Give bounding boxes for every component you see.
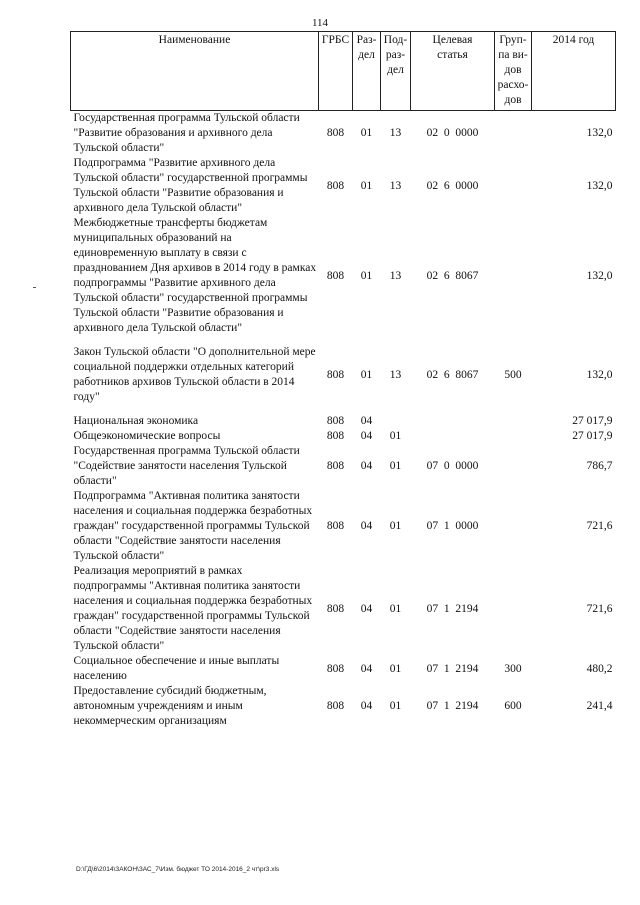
row-grbs: 808 — [326, 662, 345, 675]
row-grbs: 808 — [326, 269, 345, 282]
file-path-footer: D:\ГД\6\2014\ЗАКОН\ЗАС_7\Изм. бюджет ТО 2014-2016_2 чт\pr3.xls — [76, 866, 280, 873]
table-row — [71, 444, 616, 489]
header-razdel: Раз- дел — [353, 32, 381, 111]
row-podrazdel: 01 — [389, 520, 402, 532]
row-razdel: 04 — [360, 415, 373, 427]
row-grbs: 808 — [326, 368, 345, 381]
row-podrazdel: 01 — [389, 602, 402, 615]
row-razdel: 04 — [360, 520, 373, 532]
row-sum: 132,0 — [586, 269, 613, 282]
row-celevaya-statya: 07 0 0000 — [426, 460, 479, 472]
page-number: 114 — [311, 17, 329, 29]
row-sum: 27 017,9 — [572, 415, 613, 427]
row-podrazdel: 13 — [389, 269, 402, 282]
row-vid-rashodov: 600 — [504, 700, 522, 712]
row-celevaya-statya — [411, 414, 495, 429]
row-celevaya-statya: 02 6 8067 — [426, 269, 479, 282]
row-celevaya-statya: 02 6 8067 — [426, 368, 479, 381]
row-vid-rashodov — [495, 414, 532, 429]
row-vid-rashodov — [495, 111, 532, 157]
row-vid-rashodov — [495, 564, 532, 654]
row-name: Общеэкономические вопросы — [73, 430, 221, 442]
row-razdel: 01 — [360, 127, 373, 139]
table-row — [71, 564, 616, 654]
header-grbs: ГРБС — [319, 32, 353, 111]
row-name: Национальная экономика — [73, 415, 199, 427]
header-gruppa-vidov-rashodov: Груп- па ви- дов расхо- дов — [495, 32, 532, 111]
header-name: Наименование — [71, 32, 319, 111]
table-row — [71, 429, 616, 444]
row-name: Государственная программа Тульской области "Развитие образования и архивного дела Тульской области" — [73, 112, 300, 154]
row-podrazdel: 13 — [389, 127, 402, 139]
header-celevaya-statya: Целевая статья — [411, 32, 495, 111]
row-podrazdel: 13 — [389, 368, 402, 381]
row-sum: 786,7 — [586, 460, 613, 472]
table-row — [71, 684, 616, 729]
row-sum: 132,0 — [586, 179, 613, 192]
row-grbs: 808 — [326, 127, 345, 139]
row-grbs: 808 — [326, 700, 345, 712]
row-grbs: 808 — [326, 520, 345, 532]
row-name: Реализация мероприятий в рамках подпрограммы "Активная политика занятости населения и социальная поддержка безработных граждан" государственной программы Тульской области "Содействие занятости населения Тульской области" — [73, 565, 313, 652]
row-celevaya-statya: 07 1 2194 — [426, 662, 479, 675]
row-vid-rashodov — [495, 429, 532, 444]
row-celevaya-statya: 02 6 0000 — [426, 179, 479, 192]
row-vid-rashodov — [495, 444, 532, 489]
row-sum: 721,6 — [586, 602, 613, 615]
row-celevaya-statya — [411, 429, 495, 444]
table-header-row — [71, 32, 616, 111]
row-podrazdel — [381, 414, 411, 429]
header-year: 2014 год — [532, 32, 616, 111]
row-vid-rashodov: 500 — [504, 368, 522, 381]
table-row — [71, 111, 616, 157]
header-podrazdel: Под- раз- дел — [381, 32, 411, 111]
row-name: Подпрограмма "Развитие архивного дела Тульской области" государственной программы Тульской области "Развитие образования и архивного дела Тульской области" — [73, 157, 308, 214]
row-razdel: 04 — [360, 602, 373, 615]
row-celevaya-statya: 07 1 2194 — [426, 602, 479, 615]
row-razdel: 04 — [360, 662, 373, 675]
row-razdel: 01 — [360, 269, 373, 282]
row-name: Предоставление субсидий бюджетным, автономным учреждениям и иным некоммерческим организациям — [73, 685, 267, 727]
row-sum: 480,2 — [586, 662, 613, 675]
margin-mark — [33, 287, 36, 288]
table-row — [71, 345, 616, 405]
row-celevaya-statya: 02 0 0000 — [426, 127, 479, 139]
row-vid-rashodov: 300 — [504, 662, 522, 675]
table-row — [71, 216, 616, 336]
row-podrazdel: 01 — [389, 430, 402, 442]
row-spacer — [71, 405, 616, 414]
table-row — [71, 654, 616, 684]
row-name: Закон Тульской области "О дополнительной мере социальной поддержки отдельных категорий работников архивов Тульской области в 2014 году" — [73, 346, 316, 403]
row-podrazdel: 01 — [389, 662, 402, 675]
row-name: Межбюджетные трансферты бюджетам муниципальных образований на единовременную выплату в связи с празднованием Дня архивов в 2014 году в рамках подпрограммы "Развитие архивного дела Тульской области" государственной программы Тульской области "Развитие образования и архивного дела Тульской области" — [73, 217, 317, 334]
row-razdel: 01 — [360, 179, 373, 192]
row-podrazdel: 01 — [389, 460, 402, 472]
row-sum: 27 017,9 — [572, 430, 613, 442]
row-vid-rashodov — [495, 489, 532, 564]
row-razdel: 04 — [360, 430, 373, 442]
row-spacer — [71, 336, 616, 345]
row-grbs: 808 — [326, 430, 345, 442]
row-celevaya-statya: 07 1 0000 — [426, 520, 479, 532]
row-sum: 241,4 — [586, 700, 613, 712]
row-grbs: 808 — [326, 415, 345, 427]
row-razdel: 04 — [360, 700, 373, 712]
row-vid-rashodov — [495, 216, 532, 336]
row-podrazdel: 13 — [389, 179, 402, 192]
row-celevaya-statya: 07 1 2194 — [426, 700, 479, 712]
row-sum: 132,0 — [586, 368, 613, 381]
row-razdel: 04 — [360, 460, 373, 472]
table-row — [71, 156, 616, 216]
budget-table — [70, 31, 616, 729]
row-podrazdel: 01 — [389, 700, 402, 712]
row-grbs: 808 — [326, 179, 345, 192]
row-sum: 721,6 — [586, 520, 613, 532]
row-name: Государственная программа Тульской области "Содействие занятости населения Тульской области" — [73, 445, 300, 487]
row-vid-rashodov — [495, 156, 532, 216]
table-row — [71, 414, 616, 429]
row-name: Подпрограмма "Активная политика занятости населения и социальная поддержка безработных граждан" государственной программы Тульской области "Содействие занятости населения Тульской области" — [73, 490, 313, 562]
row-grbs: 808 — [326, 460, 345, 472]
row-sum: 132,0 — [586, 127, 613, 139]
row-grbs: 808 — [326, 602, 345, 615]
row-razdel: 01 — [360, 368, 373, 381]
row-name: Социальное обеспечение и иные выплаты населению — [73, 655, 280, 682]
table-row — [71, 489, 616, 564]
